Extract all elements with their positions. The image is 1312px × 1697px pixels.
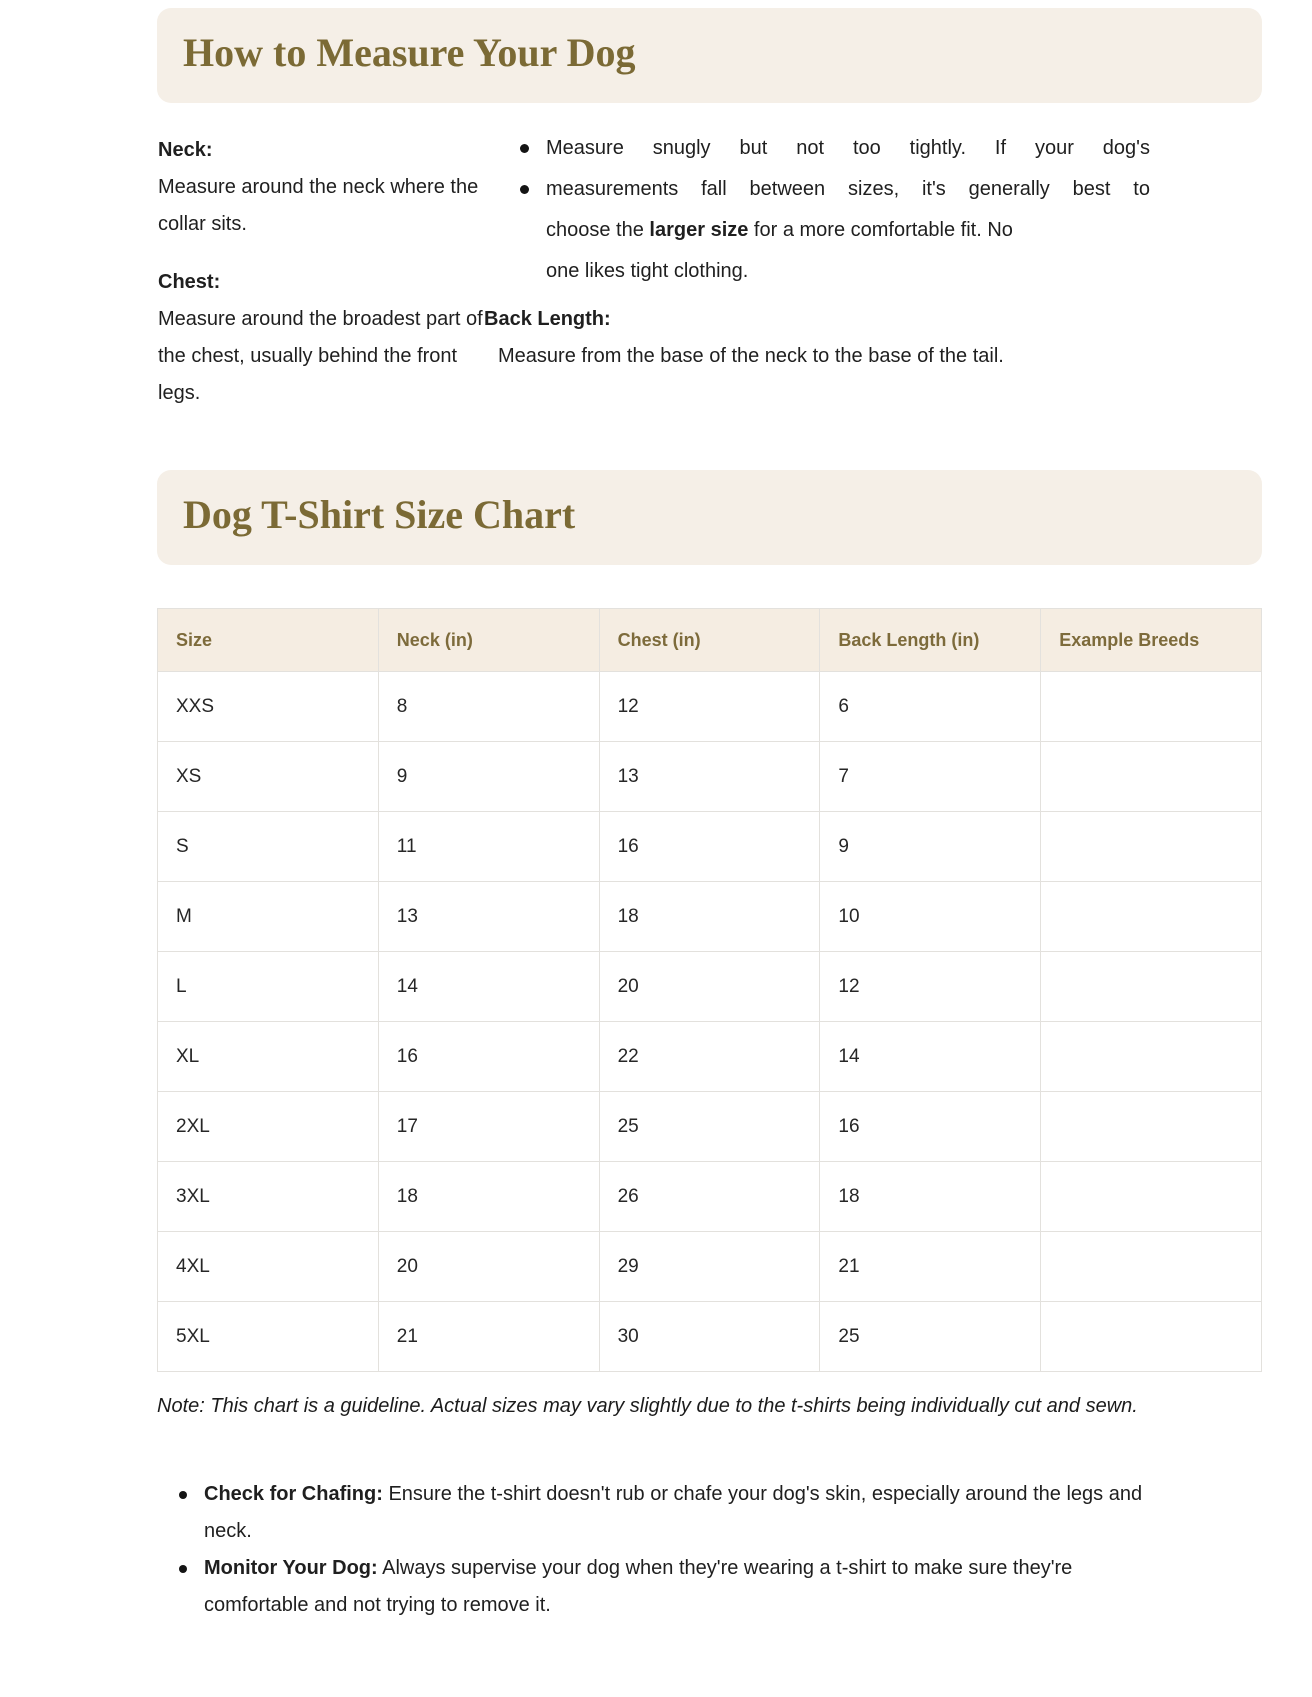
- table-cell: XL: [158, 1022, 379, 1092]
- table-cell: 21: [378, 1302, 599, 1372]
- table-cell: 20: [599, 952, 820, 1022]
- table-row: [158, 742, 1262, 812]
- fit-tip-line2: measurements fall between sizes, it's generally best to: [546, 178, 1150, 200]
- table-cell: [1041, 742, 1262, 812]
- table-cell: 18: [378, 1162, 599, 1232]
- table-cell: 18: [599, 882, 820, 952]
- table-cell: 9: [820, 812, 1041, 882]
- table-cell: 20: [378, 1232, 599, 1302]
- chest-heading: Chest:: [158, 271, 221, 293]
- table-cell: 16: [378, 1022, 599, 1092]
- fit-tip-list: [520, 128, 1150, 292]
- table-cell: 25: [599, 1092, 820, 1162]
- care-tip-monitor-lead: Monitor Your Dog:: [204, 1557, 378, 1579]
- table-row: [158, 1162, 1262, 1232]
- fit-tip-line3-pre: choose the: [546, 219, 650, 241]
- care-tip-monitor: [204, 1550, 1147, 1624]
- table-row: [158, 812, 1262, 882]
- table-cell: 6: [820, 672, 1041, 742]
- back-length-body: Measure from the base of the neck to the base of the tail.: [498, 345, 1004, 367]
- table-cell: 12: [820, 952, 1041, 1022]
- measure-left-column: [158, 132, 486, 433]
- column-header: Back Length (in): [820, 609, 1041, 672]
- list-item: [179, 1476, 1147, 1550]
- table-cell: 12: [599, 672, 820, 742]
- fit-tip-line1: Measure snugly but not too tightly. If your dog's: [546, 137, 1150, 159]
- list-item: [520, 128, 1150, 169]
- section-banner-measure: [157, 8, 1262, 103]
- table-body: [158, 672, 1262, 1372]
- table-cell: 30: [599, 1302, 820, 1372]
- list-item: [179, 1550, 1147, 1624]
- table-cell: 8: [378, 672, 599, 742]
- table-cell: 14: [820, 1022, 1041, 1092]
- fit-tip-line3: [520, 210, 1150, 251]
- back-length-paragraph: [484, 301, 1004, 375]
- table-cell: 9: [378, 742, 599, 812]
- measure-section-title: How to Measure Your Dog: [183, 30, 636, 75]
- table-cell: 26: [599, 1162, 820, 1232]
- table-cell: [1041, 1022, 1262, 1092]
- table-cell: 21: [820, 1232, 1041, 1302]
- size-chart-table: [157, 608, 1262, 1372]
- table-head: [158, 609, 1262, 672]
- table-cell: XXS: [158, 672, 379, 742]
- table-row: [158, 1302, 1262, 1372]
- bullet-icon: [520, 185, 529, 194]
- table-row: [158, 672, 1262, 742]
- table-cell: S: [158, 812, 379, 882]
- table-cell: 11: [378, 812, 599, 882]
- table-cell: 5XL: [158, 1302, 379, 1372]
- table-cell: 25: [820, 1302, 1041, 1372]
- table-row: [158, 952, 1262, 1022]
- measure-instructions: [157, 128, 1262, 463]
- table-cell: [1041, 672, 1262, 742]
- bullet-icon: [179, 1565, 187, 1573]
- table-cell: 7: [820, 742, 1041, 812]
- table-row: [158, 1092, 1262, 1162]
- table-row: [158, 1232, 1262, 1302]
- table-cell: [1041, 1092, 1262, 1162]
- care-tip-monitor-text: Always supervise your dog when they're wearing a t-shirt to make sure they're comfortable and not trying to remove it.: [204, 1557, 1073, 1616]
- chest-paragraph: [158, 264, 486, 412]
- size-chart-note: Note: This chart is a guideline. Actual sizes may vary slightly due to the t-shirts being individually cut and sewn.: [157, 1395, 1138, 1417]
- table-cell: 13: [378, 882, 599, 952]
- table-cell: 2XL: [158, 1092, 379, 1162]
- column-header: Neck (in): [378, 609, 599, 672]
- table-cell: [1041, 882, 1262, 952]
- table-row: [158, 1022, 1262, 1092]
- table-cell: 22: [599, 1022, 820, 1092]
- table-cell: [1041, 952, 1262, 1022]
- list-item: [520, 169, 1150, 210]
- table-cell: [1041, 1302, 1262, 1372]
- fit-tip-line3-post: for a more comfortable fit. No: [748, 219, 1013, 241]
- back-length-heading: Back Length:: [484, 308, 611, 330]
- table-cell: L: [158, 952, 379, 1022]
- table-cell: 16: [599, 812, 820, 882]
- fit-tip-line3-bold: larger size: [649, 219, 749, 241]
- table-cell: [1041, 1232, 1262, 1302]
- fit-tip-line4: one likes tight clothing.: [546, 260, 749, 282]
- care-tips-list: [179, 1476, 1147, 1624]
- table-cell: 16: [820, 1092, 1041, 1162]
- care-tip-chafing-text: Ensure the t-shirt doesn't rub or chafe your dog's skin, especially around the legs and neck.: [204, 1483, 1143, 1542]
- table-cell: 4XL: [158, 1232, 379, 1302]
- neck-paragraph: [158, 132, 486, 243]
- table-cell: 14: [378, 952, 599, 1022]
- column-header: Chest (in): [599, 609, 820, 672]
- care-tip-chafing: [204, 1476, 1147, 1550]
- table-cell: [1041, 812, 1262, 882]
- care-tip-chafing-lead: Check for Chafing:: [204, 1483, 383, 1505]
- table-cell: 10: [820, 882, 1041, 952]
- bullet-icon: [520, 144, 529, 153]
- column-header: Size: [158, 609, 379, 672]
- neck-body: Measure around the neck where the collar sits.: [158, 176, 479, 235]
- table-row: [158, 882, 1262, 952]
- chest-body: Measure around the broadest part of the chest, usually behind the front legs.: [158, 308, 483, 404]
- table-cell: 3XL: [158, 1162, 379, 1232]
- table-cell: M: [158, 882, 379, 952]
- table-cell: 29: [599, 1232, 820, 1302]
- table-cell: [1041, 1162, 1262, 1232]
- section-banner-size-chart: [157, 470, 1262, 565]
- table-cell: 13: [599, 742, 820, 812]
- table-cell: 17: [378, 1092, 599, 1162]
- size-chart-title: Dog T-Shirt Size Chart: [183, 492, 576, 537]
- neck-heading: Neck:: [158, 139, 213, 161]
- bullet-icon: [179, 1491, 187, 1499]
- table-cell: XS: [158, 742, 379, 812]
- column-header: Example Breeds: [1041, 609, 1262, 672]
- table-cell: 18: [820, 1162, 1041, 1232]
- table-header-row: [158, 609, 1262, 672]
